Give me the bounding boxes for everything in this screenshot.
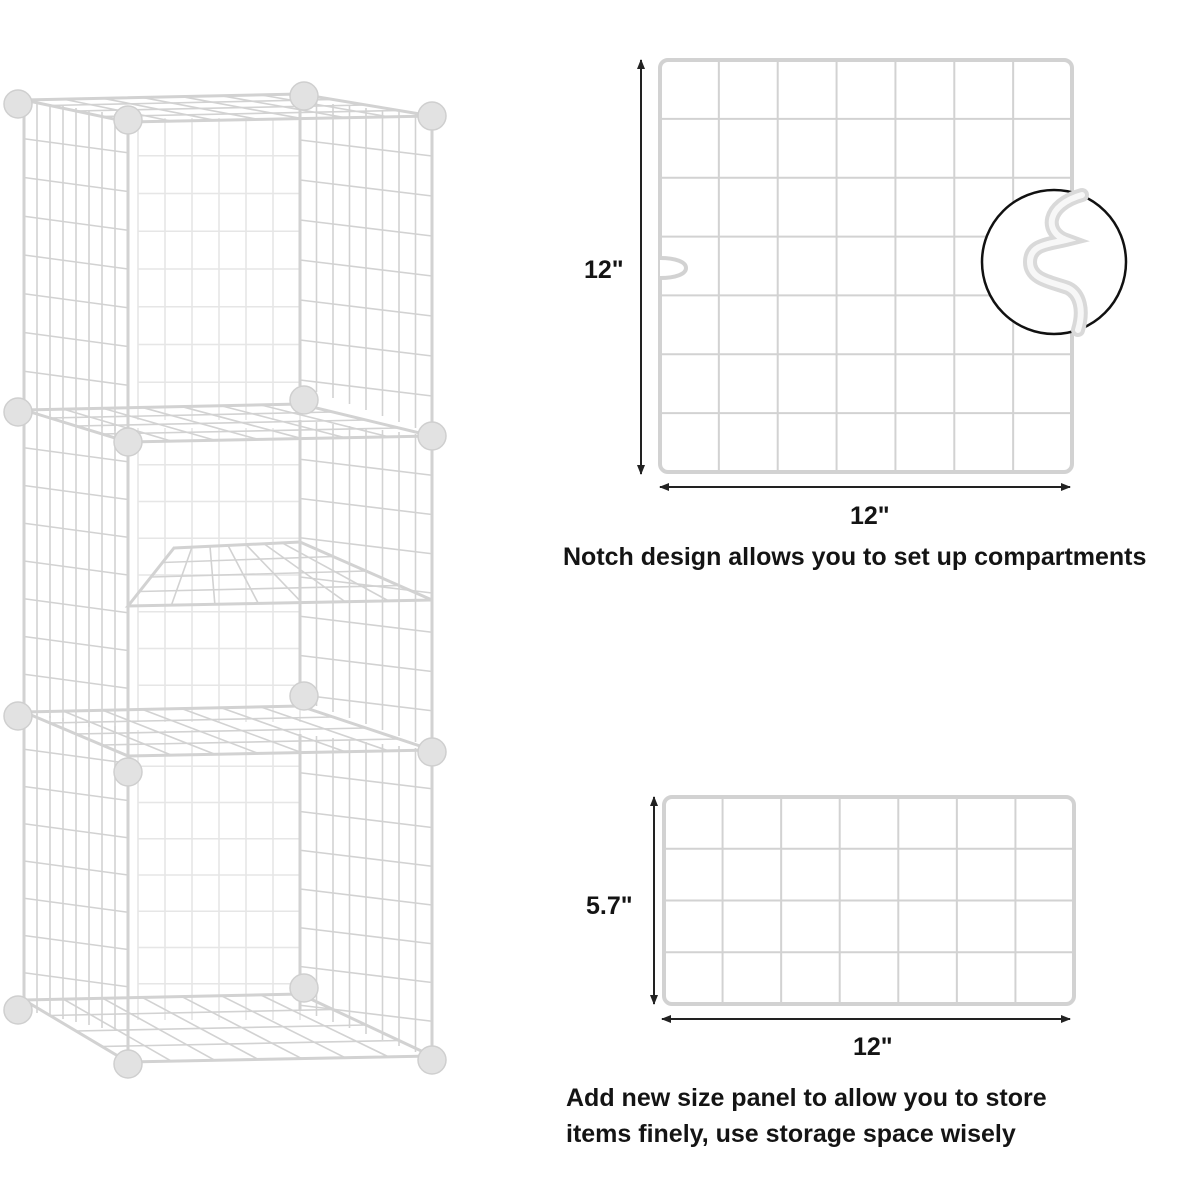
connector xyxy=(114,428,142,456)
connector xyxy=(418,422,446,450)
shelf-wire xyxy=(102,739,399,745)
small-panel-grid xyxy=(664,797,1074,1004)
connector xyxy=(4,702,32,730)
large-panel-height-label: 12" xyxy=(584,256,624,284)
connector xyxy=(418,738,446,766)
connector xyxy=(290,682,318,710)
large-panel-width-label: 12" xyxy=(850,502,890,530)
connector xyxy=(4,398,32,426)
shelf-left-side-grid xyxy=(24,100,128,1070)
small-panel-diagram xyxy=(654,797,1074,1019)
connector xyxy=(418,1046,446,1074)
connector xyxy=(4,90,32,118)
connector xyxy=(290,82,318,110)
connector xyxy=(290,386,318,414)
large-panel-diagram xyxy=(641,60,1126,487)
shelf-wire xyxy=(102,428,399,434)
small-panel-width-label: 12" xyxy=(853,1033,893,1061)
shelf-wire xyxy=(76,728,366,734)
shelf-back-grid xyxy=(138,118,300,1020)
shelf-wire xyxy=(102,1041,399,1047)
small-panel-height-label: 5.7" xyxy=(586,892,633,920)
small-panel-caption-line1: Add new size panel to allow you to store xyxy=(566,1084,1047,1112)
connector xyxy=(114,758,142,786)
shelf-wire xyxy=(76,1025,366,1031)
connector xyxy=(114,1050,142,1078)
large-panel-caption: Notch design allows you to set up compartments xyxy=(563,543,1147,571)
connector xyxy=(114,106,142,134)
shelf-horizontal-panels xyxy=(24,94,432,1062)
notch-magnifier xyxy=(982,190,1126,334)
shelf-wire xyxy=(76,420,366,426)
shelf-wire xyxy=(102,111,399,117)
connector xyxy=(418,102,446,130)
connector xyxy=(290,974,318,1002)
connector xyxy=(4,996,32,1024)
large-panel-notch xyxy=(660,258,686,278)
shelf-right-side-grid xyxy=(300,100,432,1060)
small-panel-caption-line2: items finely, use storage space wisely xyxy=(566,1120,1016,1148)
cube-shelf-illustration xyxy=(4,82,446,1078)
